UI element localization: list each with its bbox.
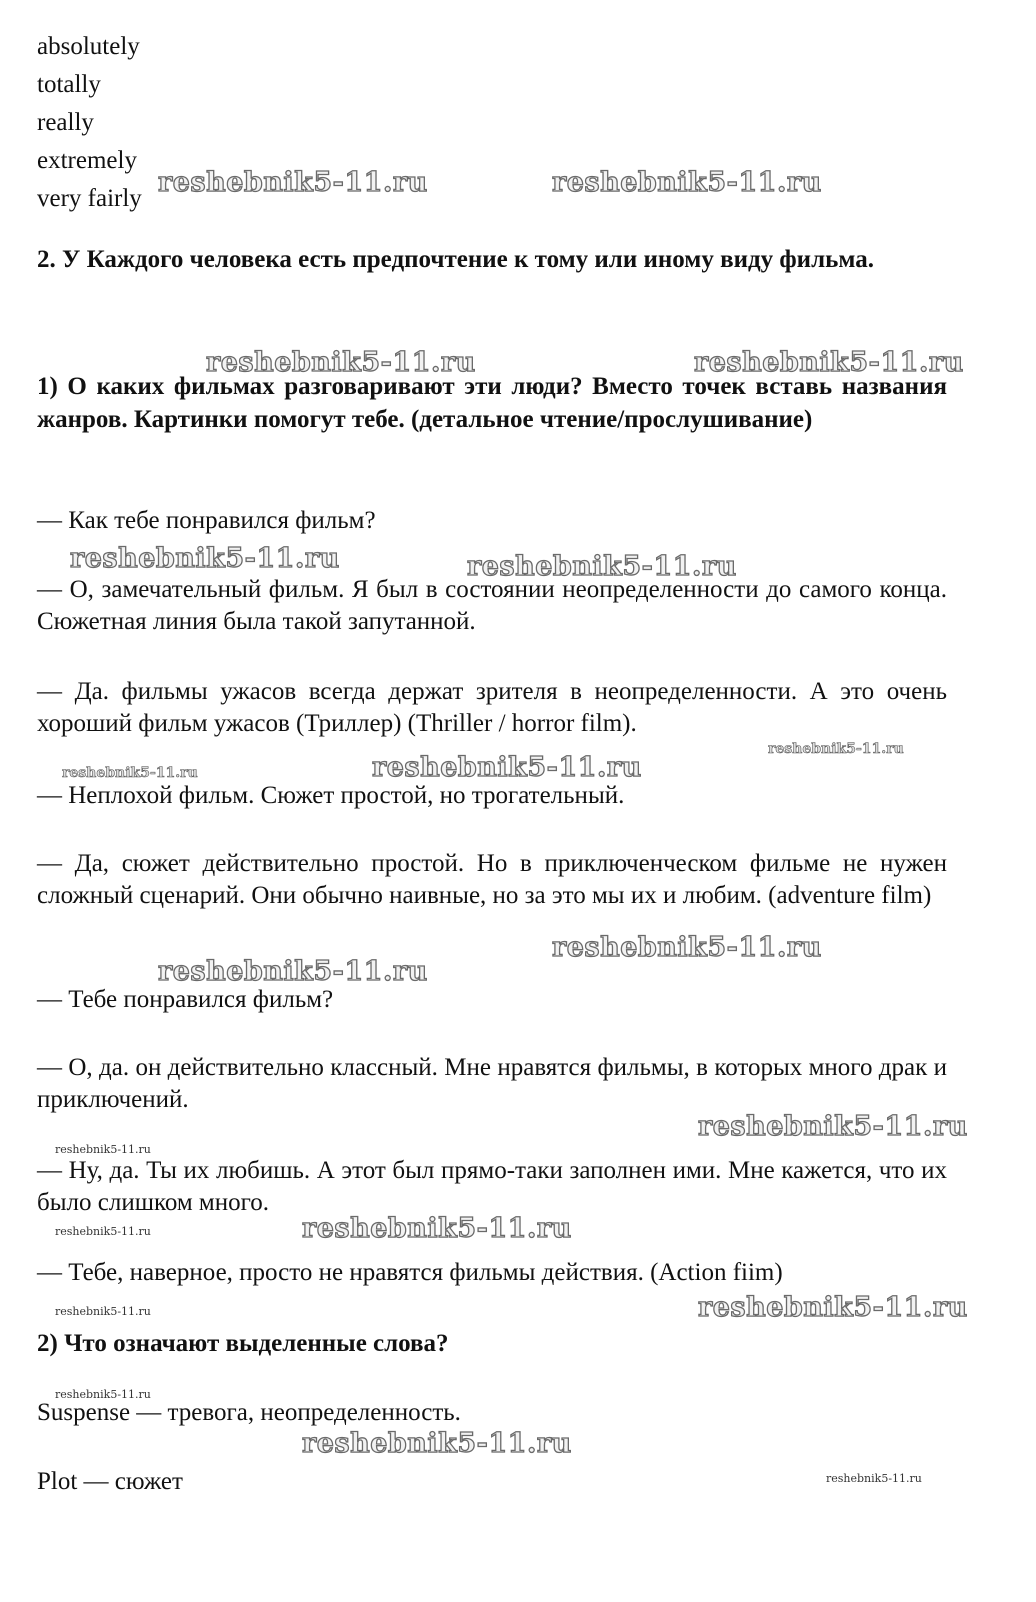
watermark: reshebnik5-11.ru [698, 1111, 968, 1142]
watermark: reshebnik5-11.ru [552, 167, 822, 198]
dialogue-line-5: — Да, сюжет действительно простой. Но в приключенческом фильме не нужен сложный сценарий. Они обычно наивные, но за это мы их и любим. (adventure film) [37, 850, 947, 909]
dialogue-line-8: — Ну, да. Ты их любишь. А этот был прямо-таки заполнен ими. Мне кажется, что их было слишком много. [37, 1157, 947, 1216]
watermark: reshebnik5-11.ru [302, 1428, 572, 1459]
watermark: reshebnik5-11.ru [206, 347, 476, 378]
word-really: really [37, 109, 94, 136]
watermark: reshebnik5-11.ru [55, 1388, 151, 1401]
watermark: reshebnik5-11.ru [62, 765, 198, 781]
dialogue-line-6: — Тебе понравился фильм? [37, 986, 334, 1013]
dialogue-line-1: — Как тебе понравился фильм? [37, 507, 376, 534]
watermark: reshebnik5-11.ru [55, 1225, 151, 1238]
glossary-plot: Plot — сюжет [37, 1468, 183, 1495]
watermark: reshebnik5-11.ru [70, 543, 340, 574]
word-extremely: extremely [37, 147, 137, 174]
task2-heading: 2) Что означают выделенные слова? [37, 1330, 449, 1357]
word-very-fairly: very fairly [37, 185, 142, 212]
task1-heading: 1) О каких фильмах разговаривают эти люди? Вместо точек вставь названия жанров. Картинки помогут тебе. (детальное чтение/прослушивание) [37, 373, 947, 433]
watermark: reshebnik5-11.ru [698, 1292, 968, 1323]
watermark: reshebnik5-11.ru [372, 752, 642, 783]
watermark: reshebnik5-11.ru [158, 956, 428, 987]
watermark: reshebnik5-11.ru [826, 1472, 922, 1485]
watermark: reshebnik5-11.ru [55, 1305, 151, 1318]
glossary-suspense: Suspense — тревога, неопределенность. [37, 1399, 461, 1426]
section-heading: 2. У Каждого человека есть предпочтение к тому или иному виду фильма. [37, 246, 874, 273]
word-totally: totally [37, 71, 101, 98]
dialogue-line-2: — О, замечательный фильм. Я был в состоянии неопределенности до самого конца. Сюжетная линия была такой запутанной. [37, 576, 947, 635]
watermark: reshebnik5-11.ru [158, 167, 428, 198]
watermark: reshebnik5-11.ru [768, 741, 904, 757]
dialogue-line-4: — Неплохой фильм. Сюжет простой, но трогательный. [37, 782, 625, 809]
word-absolutely: absolutely [37, 33, 140, 60]
watermark: reshebnik5-11.ru [467, 551, 737, 582]
watermark: reshebnik5-11.ru [694, 347, 964, 378]
watermark: reshebnik5-11.ru [55, 1143, 151, 1156]
dialogue-line-3: — Да. фильмы ужасов всегда держат зрителя в неопределенности. А это очень хороший фильм ужасов (Триллер) (Thriller / horror film). [37, 678, 947, 737]
dialogue-line-9: — Тебе, наверное, просто не нравятся фильмы действия. (Action fiim) [37, 1259, 783, 1286]
watermark: reshebnik5-11.ru [302, 1213, 572, 1244]
dialogue-line-7: — О, да. он действительно классный. Мне нравятся фильмы, в которых много драк и приключений. [37, 1054, 947, 1113]
watermark: reshebnik5-11.ru [552, 932, 822, 963]
